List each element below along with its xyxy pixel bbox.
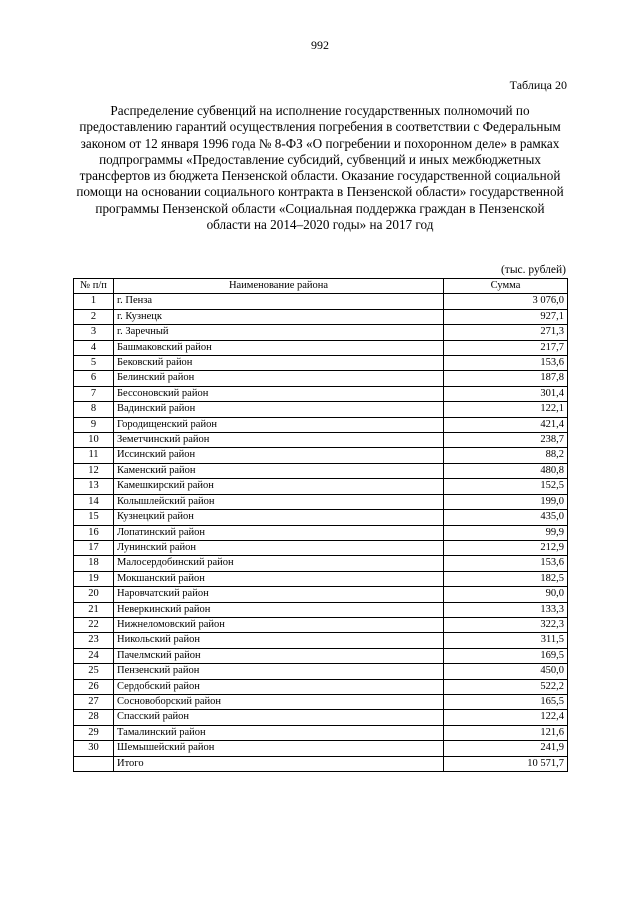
table-row: [74, 525, 568, 540]
table-row: [74, 448, 568, 463]
row-number: 18: [74, 556, 114, 571]
district-name: г. Пенза: [114, 294, 444, 309]
total-amount: 10 571,7: [444, 756, 568, 771]
amount: 322,3: [444, 617, 568, 632]
amount: 90,0: [444, 587, 568, 602]
district-name: Неверкинский район: [114, 602, 444, 617]
table-row: [74, 617, 568, 632]
row-number: 5: [74, 356, 114, 371]
total-district-name: Итого: [114, 756, 444, 771]
row-number: 20: [74, 587, 114, 602]
units-label: (тыс. рублей): [500, 264, 566, 276]
amount: 435,0: [444, 510, 568, 525]
table-row: [74, 494, 568, 509]
header-number: № п/п: [74, 279, 114, 294]
district-name: Колышлейский район: [114, 494, 444, 509]
district-name: Лопатинский район: [114, 525, 444, 540]
row-number: 16: [74, 525, 114, 540]
header-amount: Сумма: [444, 279, 568, 294]
amount: 238,7: [444, 433, 568, 448]
row-number: 10: [74, 433, 114, 448]
district-name: Бессоновский район: [114, 386, 444, 401]
district-name: Малосердобинский район: [114, 556, 444, 571]
table-row: [74, 309, 568, 324]
row-number: 15: [74, 510, 114, 525]
district-name: Городищенский район: [114, 417, 444, 432]
district-name: г. Кузнецк: [114, 309, 444, 324]
row-number: 17: [74, 540, 114, 555]
district-name: Каменский район: [114, 463, 444, 478]
table-row: [74, 325, 568, 340]
row-number: 6: [74, 371, 114, 386]
table-row: [74, 540, 568, 555]
district-name: Никольский район: [114, 633, 444, 648]
row-number: 29: [74, 725, 114, 740]
row-number: 27: [74, 694, 114, 709]
amount: 187,8: [444, 371, 568, 386]
table-row: [74, 679, 568, 694]
table-row: [74, 556, 568, 571]
row-number: 23: [74, 633, 114, 648]
amount: 450,0: [444, 664, 568, 679]
district-name: Сосновоборский район: [114, 694, 444, 709]
row-number: 14: [74, 494, 114, 509]
table-row: [74, 710, 568, 725]
amount: 153,6: [444, 556, 568, 571]
table-row: [74, 479, 568, 494]
row-number: 11: [74, 448, 114, 463]
amount: 121,6: [444, 725, 568, 740]
district-name: г. Заречный: [114, 325, 444, 340]
amount: 3 076,0: [444, 294, 568, 309]
table-label: Таблица 20: [509, 78, 567, 92]
distribution-table: [73, 278, 568, 772]
row-number: 25: [74, 664, 114, 679]
table-row: [74, 386, 568, 401]
row-number: 7: [74, 386, 114, 401]
table-row: [74, 648, 568, 663]
amount: 133,3: [444, 602, 568, 617]
district-name: Бековский район: [114, 356, 444, 371]
table-row: [74, 371, 568, 386]
amount: 241,9: [444, 741, 568, 756]
table-row: [74, 433, 568, 448]
amount: 522,2: [444, 679, 568, 694]
amount: 122,4: [444, 710, 568, 725]
district-name: Нижнеломовский район: [114, 617, 444, 632]
total-row-number: [74, 756, 114, 771]
page-number: 992: [311, 38, 329, 52]
district-name: Тамалинский район: [114, 725, 444, 740]
table-row: [74, 340, 568, 355]
row-number: 21: [74, 602, 114, 617]
row-number: 24: [74, 648, 114, 663]
district-name: Сердобский район: [114, 679, 444, 694]
amount: 182,5: [444, 571, 568, 586]
table-total-row: [74, 756, 568, 771]
row-number: 3: [74, 325, 114, 340]
table-row: [74, 725, 568, 740]
row-number: 8: [74, 402, 114, 417]
table-row: [74, 602, 568, 617]
table-row: [74, 741, 568, 756]
table-row: [74, 633, 568, 648]
table-header-row: [74, 279, 568, 294]
row-number: 28: [74, 710, 114, 725]
district-name: Вадинский район: [114, 402, 444, 417]
amount: 217,7: [444, 340, 568, 355]
table-row: [74, 571, 568, 586]
table-row: [74, 463, 568, 478]
row-number: 13: [74, 479, 114, 494]
district-name: Иссинский район: [114, 448, 444, 463]
amount: 165,5: [444, 694, 568, 709]
district-name: Пензенский район: [114, 664, 444, 679]
table-row: [74, 356, 568, 371]
amount: 88,2: [444, 448, 568, 463]
district-name: Земетчинский район: [114, 433, 444, 448]
amount: 122,1: [444, 402, 568, 417]
table-body: [74, 294, 568, 772]
amount: 480,8: [444, 463, 568, 478]
amount: 152,5: [444, 479, 568, 494]
district-name: Мокшанский район: [114, 571, 444, 586]
district-name: Наровчатский район: [114, 587, 444, 602]
amount: 421,4: [444, 417, 568, 432]
amount: 311,5: [444, 633, 568, 648]
amount: 169,5: [444, 648, 568, 663]
amount: 199,0: [444, 494, 568, 509]
row-number: 30: [74, 741, 114, 756]
table-row: [74, 664, 568, 679]
table-row: [74, 510, 568, 525]
amount: 99,9: [444, 525, 568, 540]
district-name: Камешкирский район: [114, 479, 444, 494]
district-name: Спасский район: [114, 710, 444, 725]
row-number: 19: [74, 571, 114, 586]
table-row: [74, 587, 568, 602]
row-number: 2: [74, 309, 114, 324]
table-row: [74, 417, 568, 432]
amount: 212,9: [444, 540, 568, 555]
amount: 271,3: [444, 325, 568, 340]
district-name: Пачелмский район: [114, 648, 444, 663]
district-name: Белинский район: [114, 371, 444, 386]
amount: 301,4: [444, 386, 568, 401]
row-number: 1: [74, 294, 114, 309]
district-name: Кузнецкий район: [114, 510, 444, 525]
document-title: Распределение субвенций на исполнение государственных полномочий по предоставлению гарантий осуществления погребения в соответствии с Федеральным законом от 12 января 1996 года № 8-ФЗ «О погребении и похоронном деле» в рамках подпрограммы «Предоставление субсидий, субвенций и иных межбюджетных трансфертов из бюджета Пензенской области. Оказание государственной социальной помощи на основании социального контракта в Пензенской области» государственной программы Пензенской области «Социальная поддержка граждан в Пензенской области на 2014–2020 годы» на 2017 год: [76, 103, 564, 233]
district-name: Башмаковский район: [114, 340, 444, 355]
amount: 927,1: [444, 309, 568, 324]
table-row: [74, 294, 568, 309]
row-number: 12: [74, 463, 114, 478]
district-name: Шемышейский район: [114, 741, 444, 756]
district-name: Лунинский район: [114, 540, 444, 555]
table-row: [74, 694, 568, 709]
table-row: [74, 402, 568, 417]
row-number: 4: [74, 340, 114, 355]
amount: 153,6: [444, 356, 568, 371]
row-number: 26: [74, 679, 114, 694]
row-number: 9: [74, 417, 114, 432]
row-number: 22: [74, 617, 114, 632]
header-district-name: Наименование района: [114, 279, 444, 294]
